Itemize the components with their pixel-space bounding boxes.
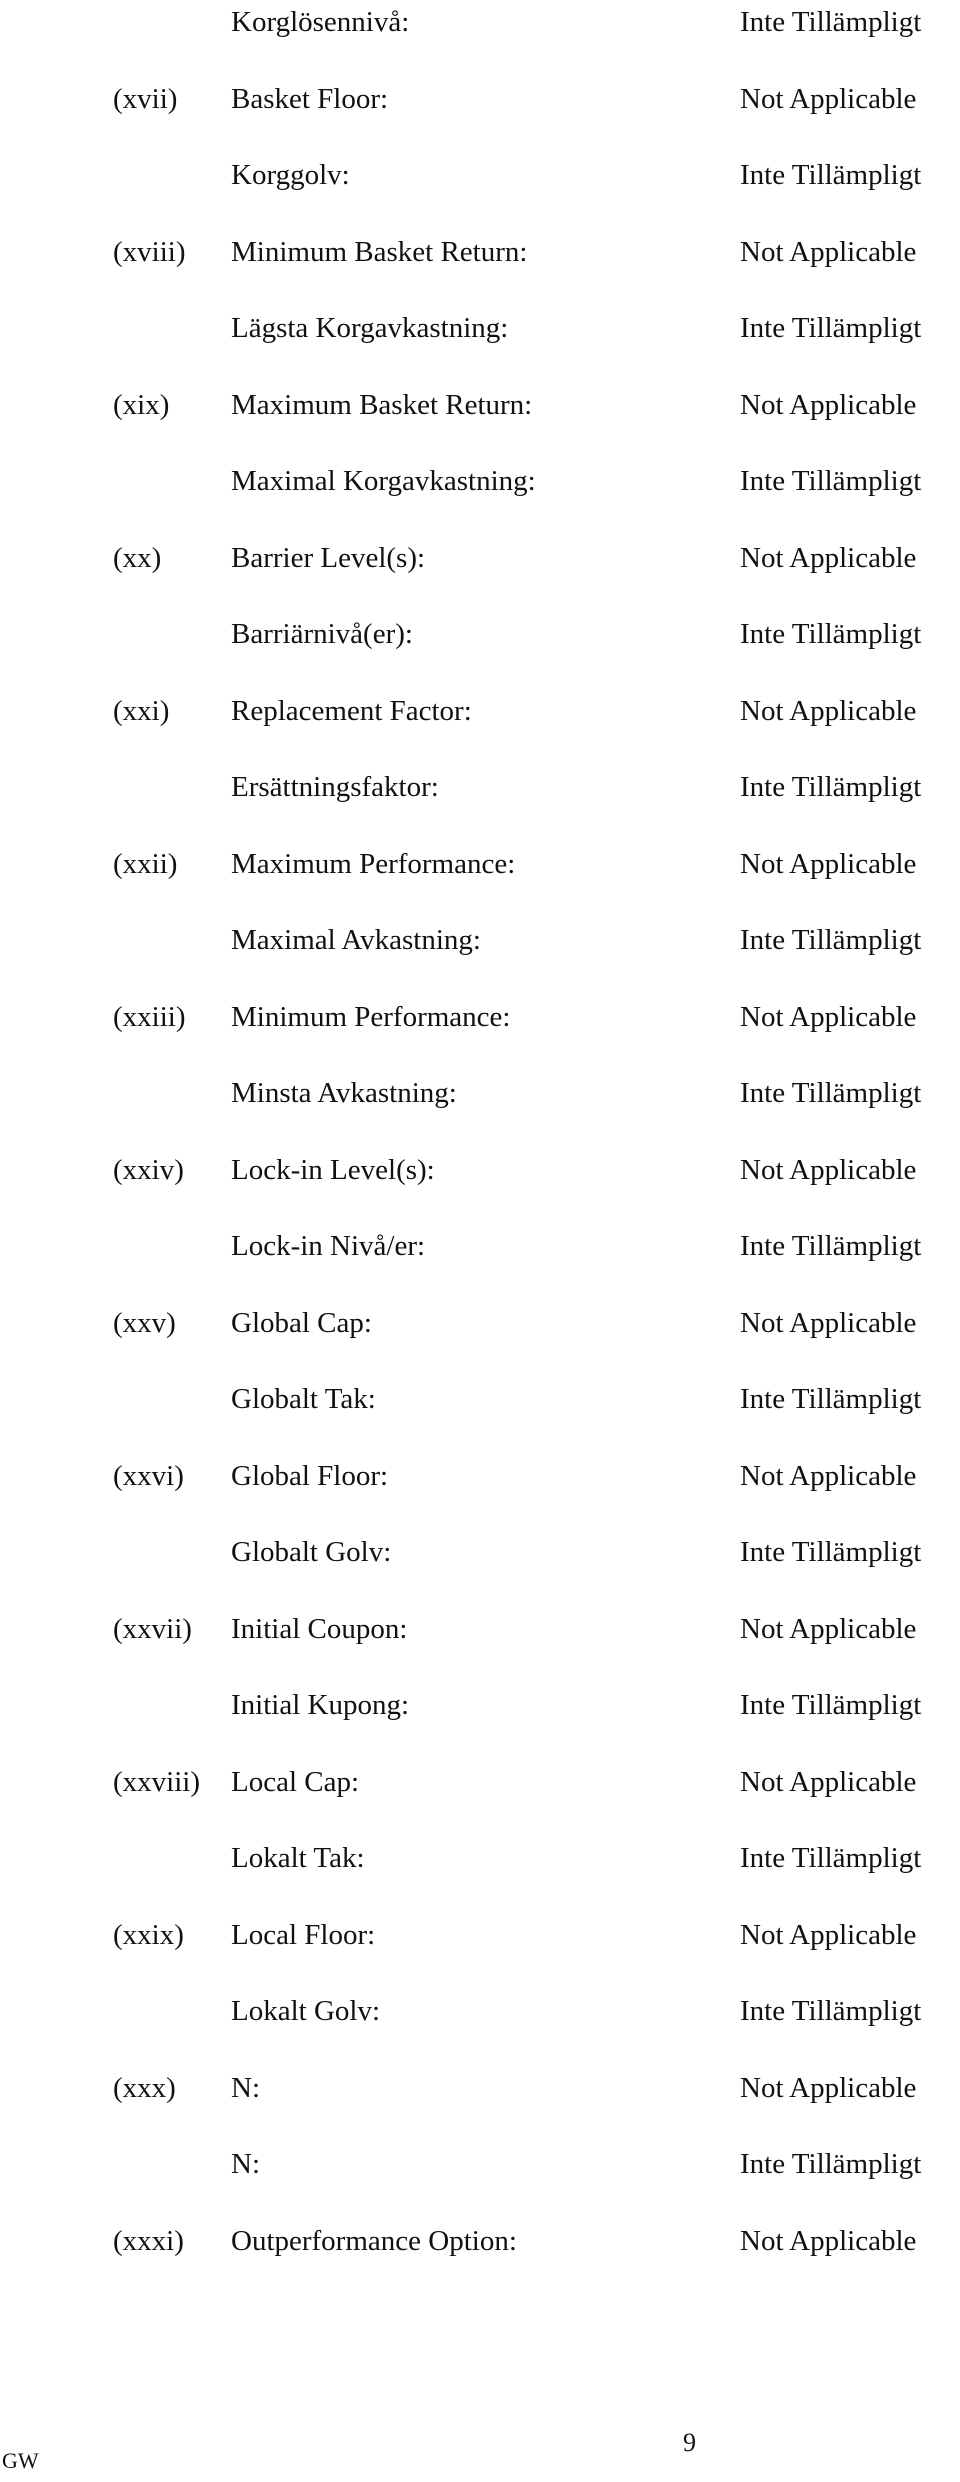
term-label: Lock-in Nivå/er: <box>231 1230 426 1262</box>
term-label: Outperformance Option: <box>231 2224 517 2257</box>
page-number: 9 <box>683 2428 696 2457</box>
term-row <box>0 81 960 158</box>
term-number: (xxiv) <box>113 1153 184 1186</box>
term-number: (xxviii) <box>113 1765 200 1798</box>
term-value: Not Applicable <box>740 1612 917 1645</box>
term-label: Global Cap: <box>231 1306 372 1339</box>
term-value: Inte Tillämpligt <box>740 6 922 38</box>
term-value: Inte Tillämpligt <box>740 2148 922 2180</box>
term-number: (xxiii) <box>113 1000 186 1033</box>
term-row <box>0 1458 960 1535</box>
term-label: Local Floor: <box>231 1918 376 1951</box>
term-number: (xxxi) <box>113 2224 184 2257</box>
term-row <box>0 157 960 234</box>
term-row <box>0 616 960 693</box>
term-value: Not Applicable <box>740 1459 917 1492</box>
term-label: Maximum Performance: <box>231 847 516 880</box>
term-row <box>0 2146 960 2223</box>
term-number: (xxix) <box>113 1918 184 1951</box>
term-label: Minimum Performance: <box>231 1000 511 1033</box>
term-row <box>0 234 960 311</box>
term-label: Barrier Level(s): <box>231 541 426 574</box>
term-number: (xxx) <box>113 2071 176 2104</box>
term-label: Initial Kupong: <box>231 1689 410 1721</box>
term-row <box>0 1993 960 2070</box>
term-row <box>0 1611 960 1688</box>
term-value: Not Applicable <box>740 2224 917 2257</box>
term-value: Inte Tillämpligt <box>740 1536 922 1568</box>
term-label: Initial Coupon: <box>231 1612 408 1645</box>
term-label: Lägsta Korgavkastning: <box>231 312 509 344</box>
term-row <box>0 693 960 770</box>
term-value: Not Applicable <box>740 541 917 574</box>
term-label: N: <box>231 2148 260 2180</box>
term-row <box>0 1228 960 1305</box>
term-label: Replacement Factor: <box>231 694 472 727</box>
term-row <box>0 463 960 540</box>
term-row <box>0 1764 960 1841</box>
term-label: Maximum Basket Return: <box>231 388 533 421</box>
term-row <box>0 387 960 464</box>
term-label: Lokalt Tak: <box>231 1842 365 1874</box>
term-row <box>0 1687 960 1764</box>
term-number: (xx) <box>113 541 162 574</box>
term-value: Not Applicable <box>740 694 917 727</box>
term-label: Lock-in Level(s): <box>231 1153 435 1186</box>
term-value: Not Applicable <box>740 388 917 421</box>
term-label: Minsta Avkastning: <box>231 1077 457 1109</box>
term-value: Inte Tillämpligt <box>740 924 922 956</box>
term-value: Not Applicable <box>740 1918 917 1951</box>
term-number: (xxv) <box>113 1306 176 1339</box>
term-label: Globalt Tak: <box>231 1383 376 1415</box>
term-number: (xviii) <box>113 235 186 268</box>
term-label: Globalt Golv: <box>231 1536 392 1568</box>
term-value: Inte Tillämpligt <box>740 1077 922 1109</box>
term-value: Inte Tillämpligt <box>740 1383 922 1415</box>
term-row <box>0 769 960 846</box>
term-label: Basket Floor: <box>231 82 389 115</box>
term-value: Inte Tillämpligt <box>740 1995 922 2027</box>
term-value: Inte Tillämpligt <box>740 618 922 650</box>
term-label: Korglösennivå: <box>231 6 410 38</box>
term-label: Korggolv: <box>231 159 350 191</box>
term-label: Maximal Korgavkastning: <box>231 465 536 497</box>
term-number: (xix) <box>113 388 170 421</box>
term-row <box>0 1152 960 1229</box>
term-row <box>0 1305 960 1382</box>
term-label: Barriärnivå(er): <box>231 618 413 650</box>
term-value: Not Applicable <box>740 2071 917 2104</box>
term-value: Inte Tillämpligt <box>740 1230 922 1262</box>
term-row <box>0 1075 960 1152</box>
term-label: Local Cap: <box>231 1765 360 1798</box>
term-value: Not Applicable <box>740 1153 917 1186</box>
term-label: Maximal Avkastning: <box>231 924 481 956</box>
term-value: Inte Tillämpligt <box>740 1689 922 1721</box>
term-row <box>0 999 960 1076</box>
term-value: Inte Tillämpligt <box>740 1842 922 1874</box>
term-value: Not Applicable <box>740 1765 917 1798</box>
term-row <box>0 540 960 617</box>
term-row <box>0 1840 960 1917</box>
term-label: N: <box>231 2071 260 2104</box>
term-row <box>0 922 960 999</box>
term-number: (xvii) <box>113 82 178 115</box>
term-value: Inte Tillämpligt <box>740 465 922 497</box>
term-label: Ersättningsfaktor: <box>231 771 439 803</box>
term-row <box>0 1381 960 1458</box>
footer-initials: GW <box>2 2448 39 2473</box>
term-row <box>0 846 960 923</box>
term-label: Minimum Basket Return: <box>231 235 528 268</box>
term-value: Inte Tillämpligt <box>740 159 922 191</box>
term-row <box>0 2223 960 2300</box>
term-value: Not Applicable <box>740 1306 917 1339</box>
term-number: (xxvi) <box>113 1459 184 1492</box>
term-row <box>0 1917 960 1994</box>
term-number: (xxvii) <box>113 1612 192 1645</box>
term-number: (xxii) <box>113 847 178 880</box>
term-label: Global Floor: <box>231 1459 389 1492</box>
term-value: Not Applicable <box>740 847 917 880</box>
term-value: Inte Tillämpligt <box>740 312 922 344</box>
term-value: Not Applicable <box>740 1000 917 1033</box>
term-row <box>0 4 960 81</box>
term-value: Not Applicable <box>740 235 917 268</box>
term-row <box>0 1534 960 1611</box>
term-value: Inte Tillämpligt <box>740 771 922 803</box>
term-value: Not Applicable <box>740 82 917 115</box>
term-number: (xxi) <box>113 694 170 727</box>
term-label: Lokalt Golv: <box>231 1995 381 2027</box>
term-row <box>0 2070 960 2147</box>
term-row <box>0 310 960 387</box>
